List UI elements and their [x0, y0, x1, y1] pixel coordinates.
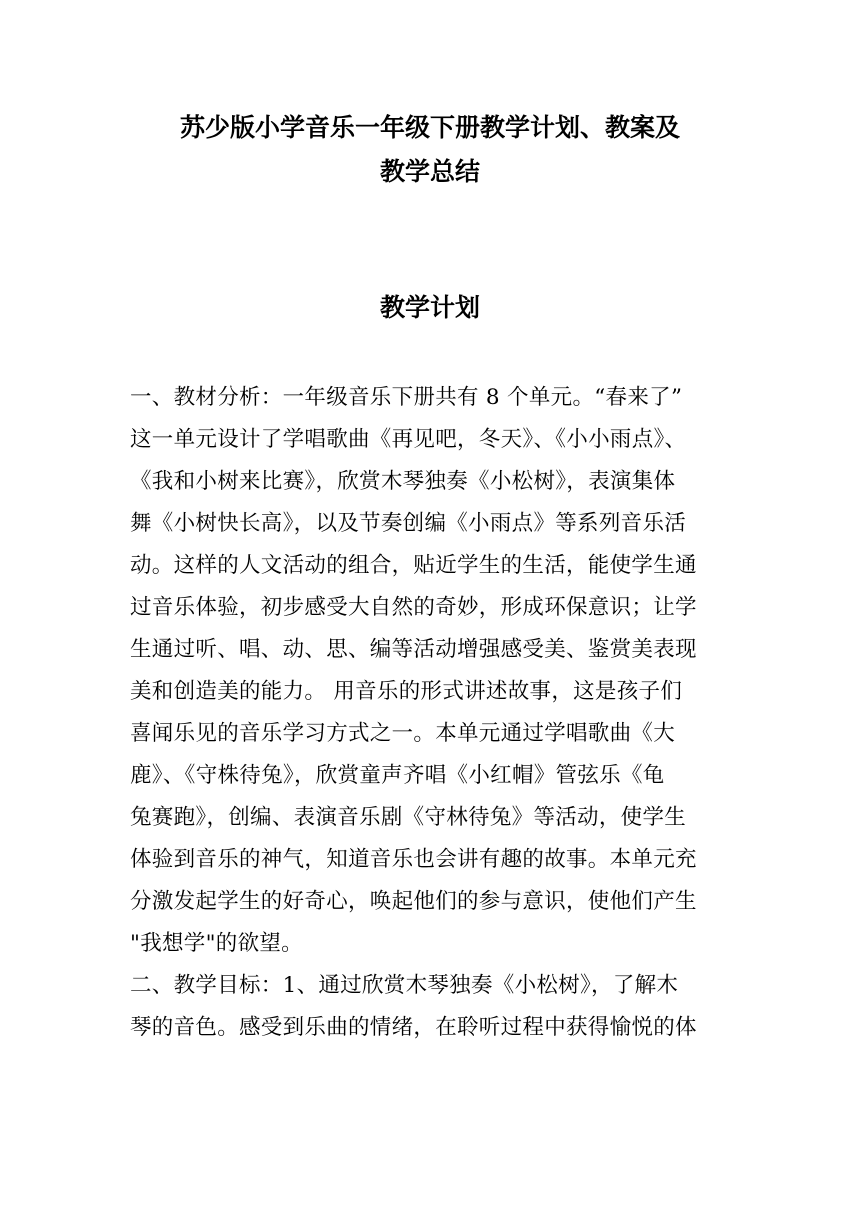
body-line: 体验到音乐的神气，知道音乐也会讲有趣的故事。本单元充: [130, 847, 697, 872]
body-line: 琴的音色。感受到乐曲的情绪，在聆听过程中获得愉悦的体: [130, 1015, 697, 1040]
body-line: 鹿》、《守株待兔》，欣赏童声齐唱《小红帽》管弦乐《龟: [130, 763, 665, 788]
body-line: 舞《小树快长高》，以及节奏创编《小雨点》等系列音乐活: [130, 511, 687, 536]
document-title-line-2: 教学总结: [379, 157, 480, 186]
body-line: 分激发起学生的好奇心，唤起他们的参与意识，使他们产生: [130, 889, 697, 914]
body-line: "我想学"的欲望。: [130, 931, 303, 956]
body-line: 动。这样的人文活动的组合，贴近学生的生活，能使学生通: [130, 553, 697, 578]
body-line: 生通过听、唱、动、思、编等活动增强感受美、鉴赏美表现: [130, 637, 697, 662]
body-line: 美和创造美的能力。 用音乐的形式讲述故事，这是孩子们: [130, 679, 683, 704]
body-line: 过音乐体验，初步感受大自然的奇妙，形成环保意识；让学: [130, 595, 697, 620]
body-line: 喜闻乐见的音乐学习方式之一。本单元通过学唱歌曲《大: [130, 721, 676, 746]
body-line: 《我和小树来比赛》，欣赏木琴独奏《小松树》，表演集体: [130, 469, 676, 494]
body-line: 这一单元设计了学唱歌曲《再见吧，冬天》、《小小雨点》、: [130, 427, 687, 452]
body-line: 兔赛跑》，创编、表演音乐剧《守林待兔》等活动，使学生: [130, 805, 687, 830]
body-line: 二、教学目标：1、通过欣赏木琴独奏《小松树》，了解木: [130, 973, 679, 998]
section-heading: 教学计划: [379, 293, 480, 322]
body-line: 一、教材分析：一年级音乐下册共有 8 个单元。“春来了”: [130, 385, 683, 410]
document-title-line-1: 苏少版小学音乐一年级下册教学计划、教案及: [179, 113, 680, 142]
